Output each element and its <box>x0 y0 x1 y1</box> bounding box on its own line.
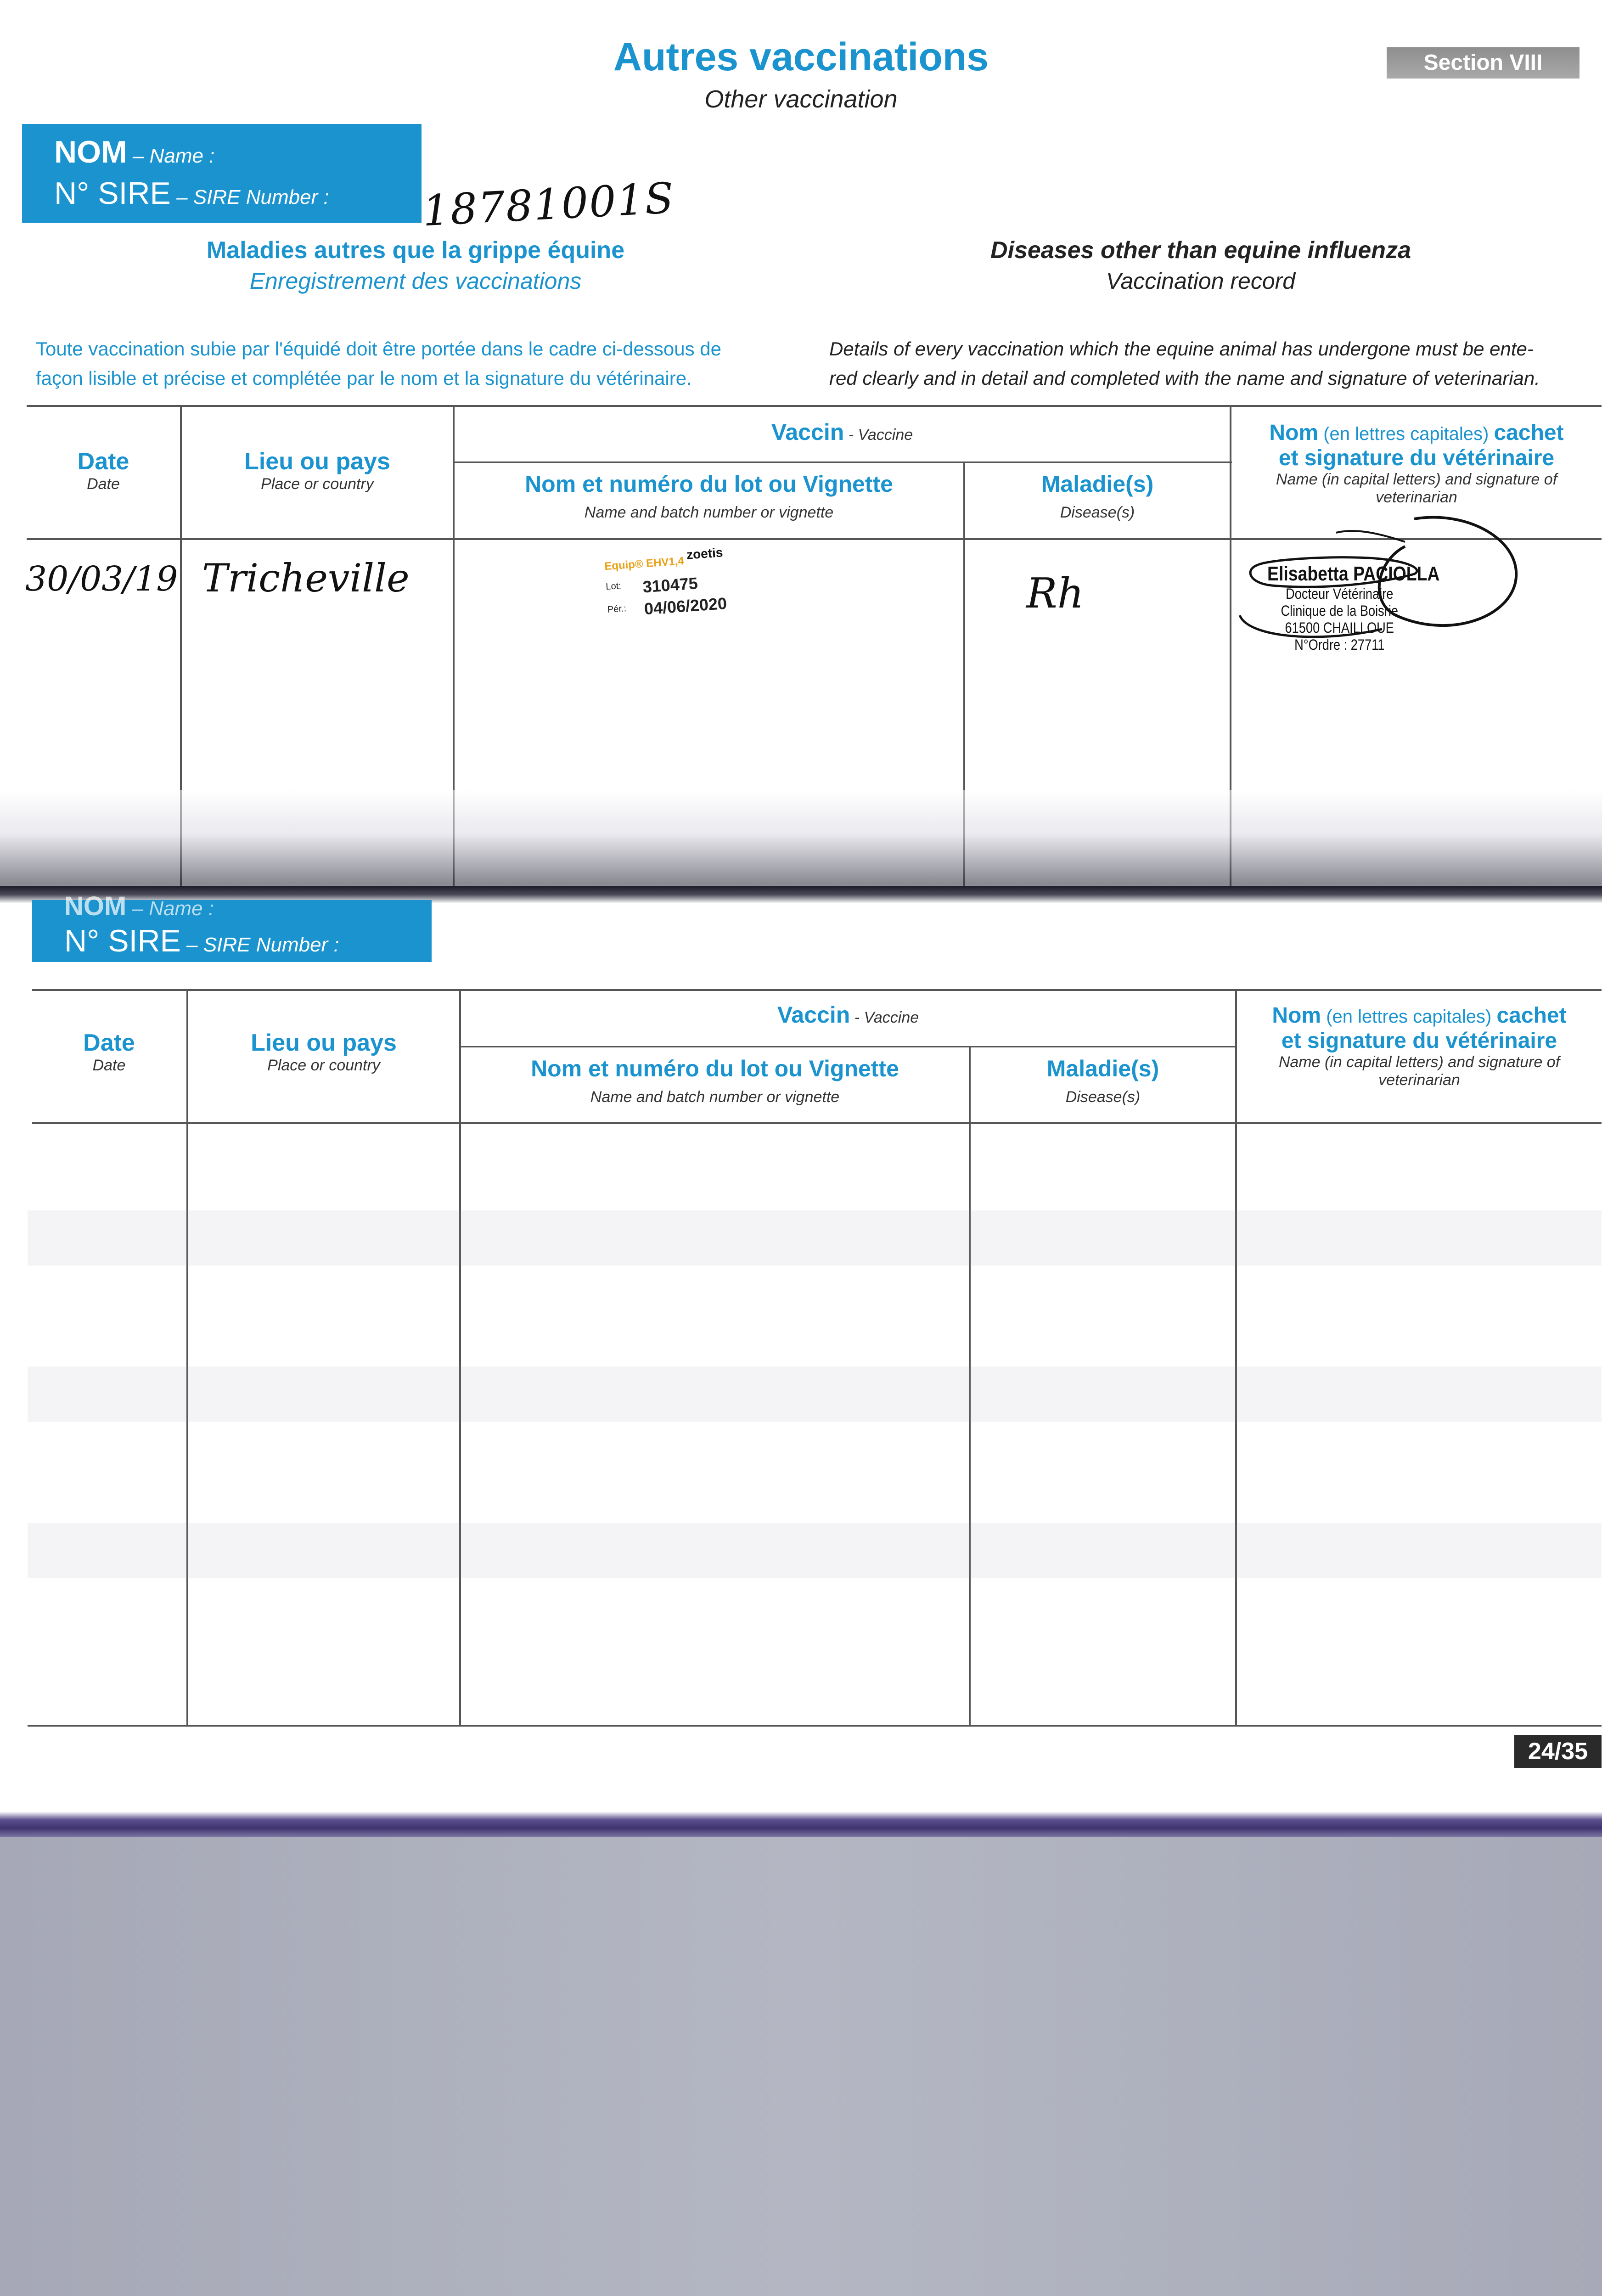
record-disease: Rh <box>1026 569 1084 618</box>
header-vaccine: Vaccin - Vaccine <box>771 419 913 445</box>
intro-fr-text: Toute vaccination subie par l'équidé doit être portée dans le cadre ci-dessous de façon lisible et précise et complétée par le nom et la signature du vétérinaire. <box>36 338 721 389</box>
vignette-lot: 310475 <box>642 574 698 597</box>
record-date: 30/03/19 <box>25 559 178 599</box>
vet-name: Elisabetta PACIOLLA <box>1267 563 1440 585</box>
header-disease: Maladie(s) Disease(s) <box>1041 471 1154 521</box>
intro-fr-title: Maladies autres que la grippe équine <box>206 237 625 264</box>
header-batch-bottom: Nom et numéro du lot ou Vignette Name and batch number or vignette <box>531 1056 899 1106</box>
header-date: Date Date <box>77 448 129 493</box>
header-disease-bottom: Maladie(s) Disease(s) <box>1046 1056 1159 1106</box>
intro-fr-subtitle: Enregistrement des vaccinations <box>249 268 582 294</box>
sire-label: N° SIRE <box>54 176 171 211</box>
vet-stamp: Elisabetta PACIOLLA Docteur Vétérinaire Clinique de la Boisrie 61500 CHAILLOUE N°Ordre : 27711 <box>1267 563 1440 653</box>
bottom-page <box>0 891 1602 1814</box>
section-badge: Section VIII <box>1387 47 1580 79</box>
record-place: Tricheville <box>202 556 410 601</box>
page-title: Autres vaccinations <box>613 35 989 79</box>
id-box-bottom: NOM – Name : N° SIRE – SIRE Number : <box>32 900 432 962</box>
nom-label-en: – Name : <box>127 145 215 167</box>
page-fold <box>0 790 1602 900</box>
header-place: Lieu ou pays Place or country <box>244 448 390 493</box>
intro-en-text: Details of every vaccination which the equine animal has undergone must be ente- red clearly and in detail and completed with the name and signature of veterinarian. <box>829 338 1540 389</box>
page-number: 24/35 <box>1514 1735 1602 1768</box>
nom-label: NOM <box>54 135 127 169</box>
sire-number-handwritten: 18781001S <box>421 173 676 236</box>
header-batch: Nom et numéro du lot ou Vignette Name and batch number or vignette <box>525 471 893 521</box>
vignette-expiry: 04/06/2020 <box>643 593 728 619</box>
page-subtitle: Other vaccination <box>704 85 898 113</box>
header-date-bottom: Date Date <box>83 1030 135 1074</box>
sire-label-en: – SIRE Number : <box>170 186 329 208</box>
header-vet: Nom (en lettres capitales) cachet et signature du vétérinaire Name (in capital letters) and signature of veterinarian <box>1269 421 1564 506</box>
vignette-brand: Equip® EHV1,4 <box>604 555 685 573</box>
scanner-background <box>0 1837 1602 2296</box>
header-vaccine-bottom: Vaccin - Vaccine <box>777 1002 919 1028</box>
vignette-maker: zoetis <box>686 545 724 562</box>
vaccine-vignette: Equip® EHV1,4 zoetis Lot: 310475 Pér.: 04/06/2020 <box>604 545 728 619</box>
sire-label-bottom: N° SIRE <box>64 923 181 958</box>
header-place-bottom: Lieu ou pays Place or country <box>251 1030 397 1074</box>
vet-signature <box>1231 505 1534 657</box>
intro-en-subtitle: Vaccination record <box>1106 268 1296 294</box>
header-vet-bottom: Nom (en lettres capitales) cachet et signature du vétérinaire Name (in capital letters) and signature of veterinarian <box>1272 1003 1567 1089</box>
binder-edge <box>0 1812 1602 1839</box>
id-box-top <box>22 124 422 223</box>
top-page <box>0 0 1602 900</box>
intro-en-title: Diseases other than equine influenza <box>990 237 1411 264</box>
